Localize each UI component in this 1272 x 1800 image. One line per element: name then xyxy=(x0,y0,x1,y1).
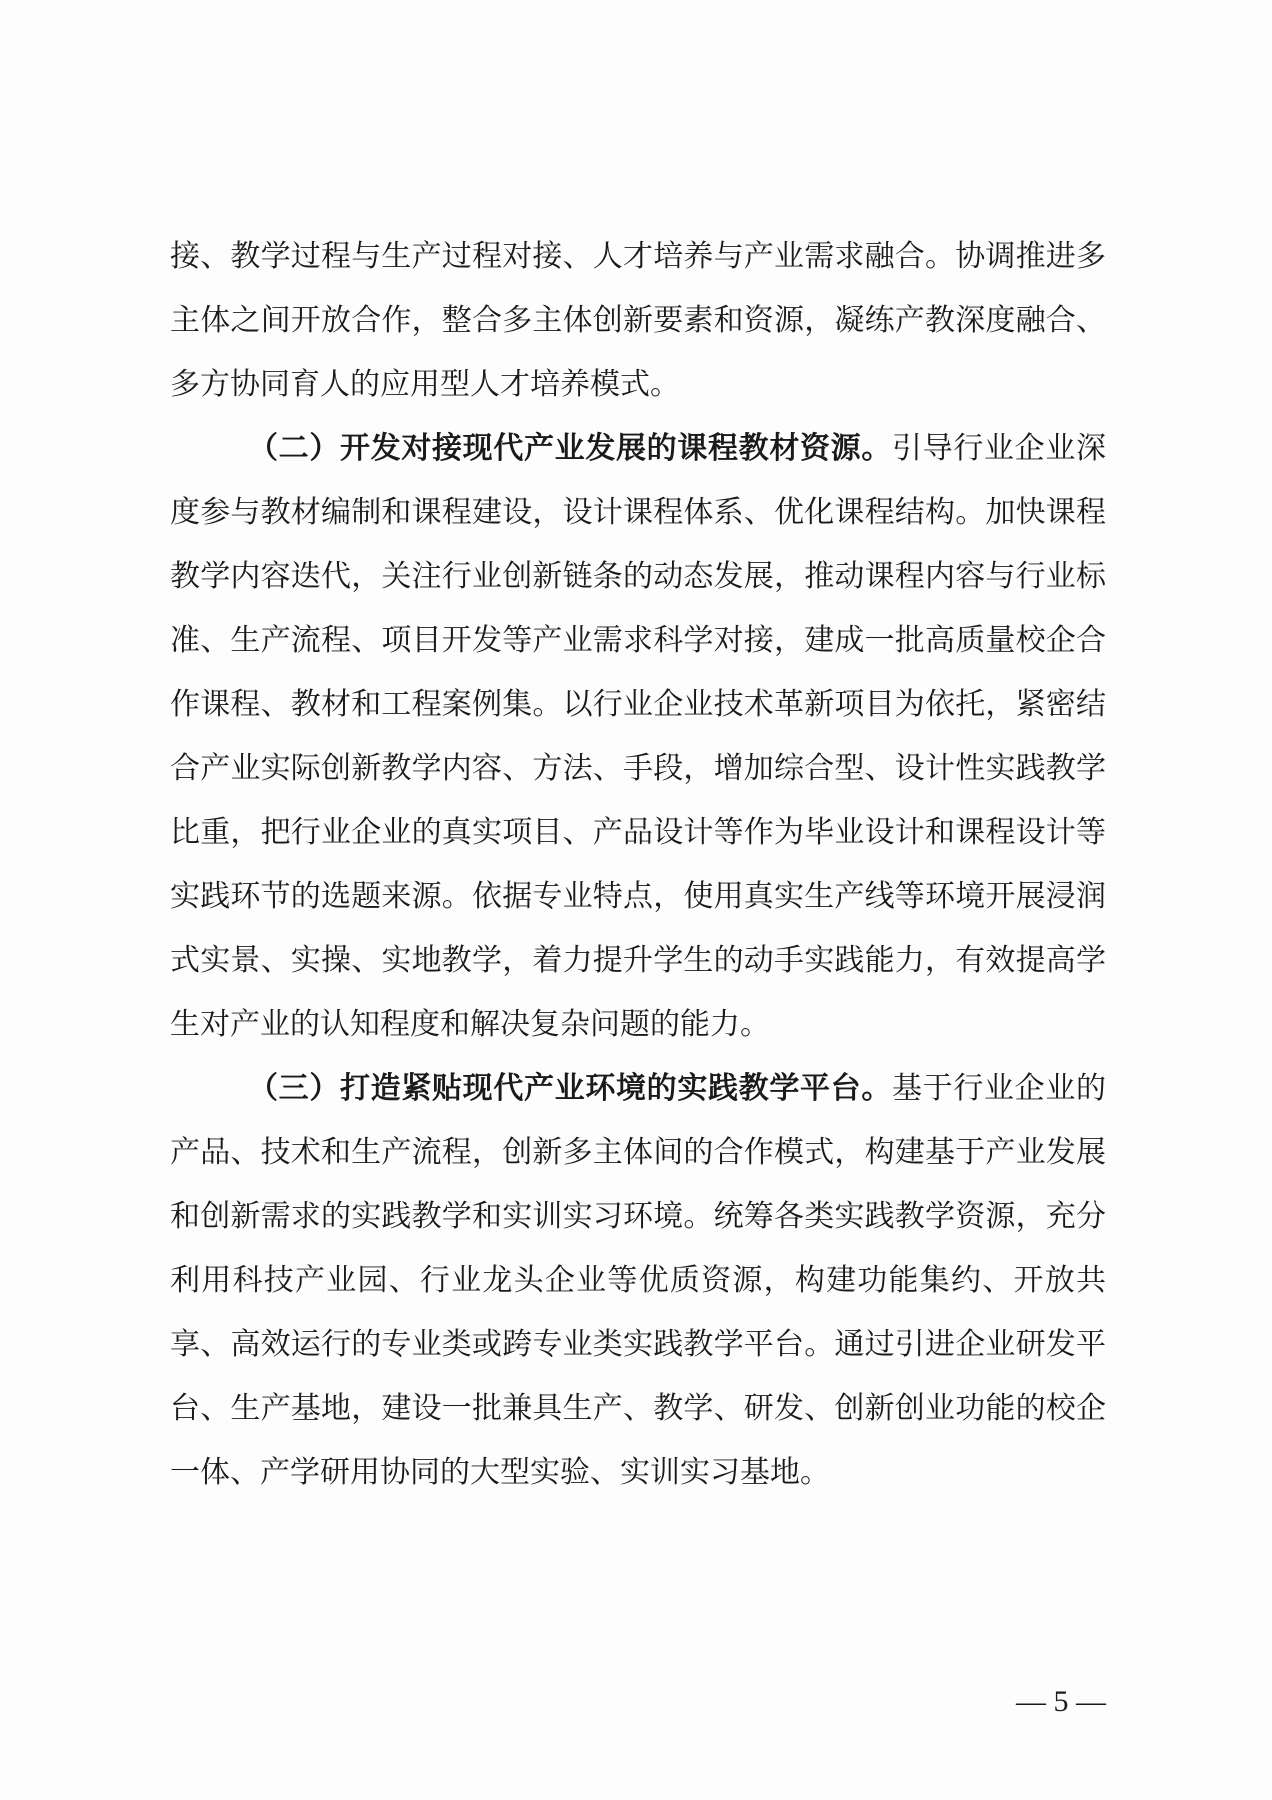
document-body xyxy=(170,225,1106,1505)
paragraph-section-2 xyxy=(170,417,1106,1057)
section-heading: （三）打造紧贴现代产业环境的实践教学平台。 xyxy=(248,1071,892,1106)
paragraph-continued xyxy=(170,225,1106,417)
paragraph-section-3 xyxy=(170,1057,1106,1505)
page-number: — 5 — xyxy=(1016,1685,1106,1718)
paragraph-text: 基于行业企业的产品、技术和生产流程，创新多主体间的合作模式，构建基于产业发展和创新需求的实践教学和实训实习环境。统筹各类实践教学资源，充分利用科技产业园、行业龙头企业等优质资源，构建功能集约、开放共享、高效运行的专业类或跨专业类实践教学平台。通过引进企业研发平台、生产基地，建设一批兼具生产、教学、研发、创新创业功能的校企一体、产学研用协同的大型实验、实训实习基地。 xyxy=(170,1071,1106,1490)
section-heading: （二）开发对接现代产业发展的课程教材资源。 xyxy=(248,431,892,466)
paragraph-text: 引导行业企业深度参与教材编制和课程建设，设计课程体系、优化课程结构。加快课程教学内容迭代，关注行业创新链条的动态发展，推动课程内容与行业标准、生产流程、项目开发等产业需求科学对接，建成一批高质量校企合作课程、教材和工程案例集。以行业企业技术革新项目为依托，紧密结合产业实际创新教学内容、方法、手段，增加综合型、设计性实践教学比重，把行业企业的真实项目、产品设计等作为毕业设计和课程设计等实践环节的选题来源。依据专业特点，使用真实生产线等环境开展浸润式实景、实操、实地教学，着力提升学生的动手实践能力，有效提高学生对产业的认知程度和解决复杂问题的能力。 xyxy=(170,431,1106,1042)
paragraph-text: 接、教学过程与生产过程对接、人才培养与产业需求融合。协调推进多主体之间开放合作，整合多主体创新要素和资源，凝练产教深度融合、多方协同育人的应用型人才培养模式。 xyxy=(170,239,1106,402)
